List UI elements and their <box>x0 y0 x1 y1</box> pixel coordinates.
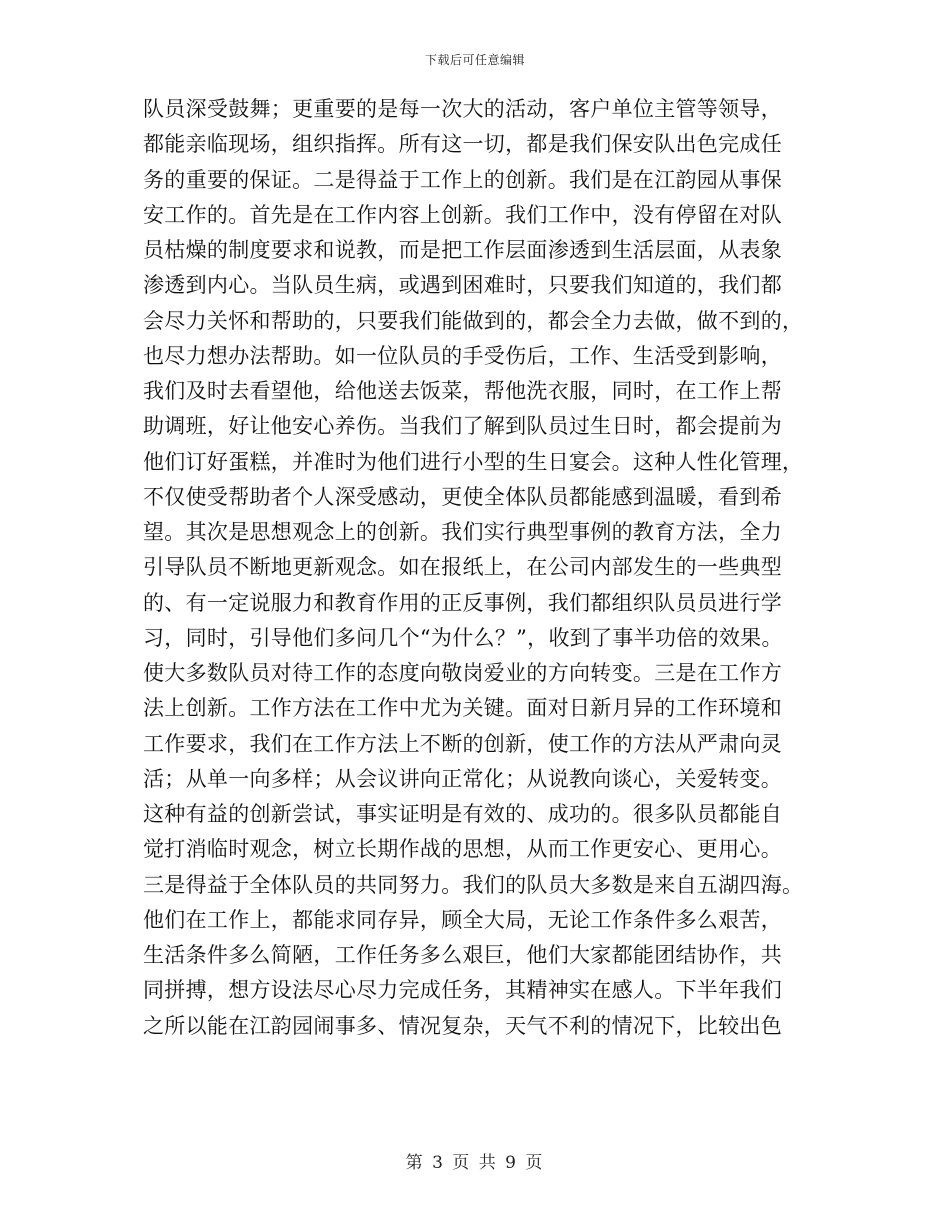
text-line: 他们在工作上，都能求同存异，顾全大局，无论工作条件多么艰苦， <box>143 907 782 932</box>
text-line: 队员深受鼓舞；更重要的是每一次大的活动，客户单位主管等领导， <box>143 97 782 121</box>
text-line: 都能亲临现场，组织指挥。所有这一切，都是我们保安队出色完成任 <box>143 132 782 157</box>
text-line: 觉打消临时观念，树立长期作战的思想，从而工作更安心、更用心。 <box>143 837 782 862</box>
text-line: 使大多数队员对待工作的态度向敬岗爱业的方向转变。三是在工作方 <box>143 661 782 685</box>
text-line: 工作要求，我们在工作方法上不断的创新，使工作的方法从严肃向灵 <box>143 731 782 756</box>
text-line: 不仅使受帮助者个人深受感动，更使全体队员都能感到温暖，看到希 <box>143 484 782 509</box>
text-line: 我们及时去看望他，给他送去饭菜，帮他洗衣服，同时，在工作上帮 <box>143 379 782 403</box>
text-line: 渗透到内心。当队员生病，或遇到困难时，只要我们知道的，我们都 <box>143 273 782 298</box>
text-line: 望。其次是思想观念上的创新。我们实行典型事例的教育方法，全力 <box>143 520 782 544</box>
text-line: 会尽力关怀和帮助的，只要我们能做到的，都会全力去做，做不到的， <box>143 308 804 333</box>
text-line: 三是得益于全体队员的共同努力。我们的队员大多数是来自五湖四海。 <box>143 872 804 897</box>
text-line: 员枯燥的制度要求和说教，而是把工作层面渗透到生活层面，从表象 <box>143 238 782 262</box>
text-line: 安工作的。首先是在工作内容上创新。我们工作中，没有停留在对队 <box>143 202 782 227</box>
text-line: 同拼搏，想方设法尽心尽力完成任务，其精神实在感人。下半年我们 <box>143 978 782 1003</box>
text-line: 也尽力想办法帮助。如一位队员的手受伤后，工作、生活受到影响， <box>143 343 782 368</box>
page-number-footer: 第 3 页 共 9 页 <box>405 1153 545 1173</box>
text-line: 的、有一定说服力和教育作用的正反事例，我们都组织队员员进行学 <box>143 590 782 615</box>
text-line: 这种有益的创新尝试，事实证明是有效的、成功的。很多队员都能自 <box>143 802 782 826</box>
text-line: 引导队员不断地更新观念。如在报纸上，在公司内部发生的一些典型 <box>143 555 782 580</box>
text-line: 生活条件多么简陋，工作任务多么艰巨，他们大家都能团结协作，共 <box>143 943 782 967</box>
text-line: 助调班，好让他安心养伤。当我们了解到队员过生日时，都会提前为 <box>143 414 782 439</box>
text-line: 他们订好蛋糕，并准时为他们进行小型的生日宴会。这种人性化管理， <box>143 449 804 474</box>
text-line: 法上创新。工作方法在工作中尤为关键。面对日新月异的工作环境和 <box>143 696 782 721</box>
text-line: 务的重要的保证。二是得益于工作上的创新。我们是在江韵园从事保 <box>143 167 782 192</box>
text-line: 习，同时，引导他们多问几个“为什么？”，收到了事半功倍的效果。 <box>143 625 783 650</box>
text-line: 活；从单一向多样；从会议讲向正常化；从说教向谈心，关爱转变。 <box>143 766 782 791</box>
body-text <box>143 92 808 1044</box>
page-header: 下载后可任意编辑 <box>424 53 525 67</box>
text-line: 之所以能在江韵园闹事多、情况复杂，天气不利的情况下，比较出色 <box>143 1013 782 1038</box>
